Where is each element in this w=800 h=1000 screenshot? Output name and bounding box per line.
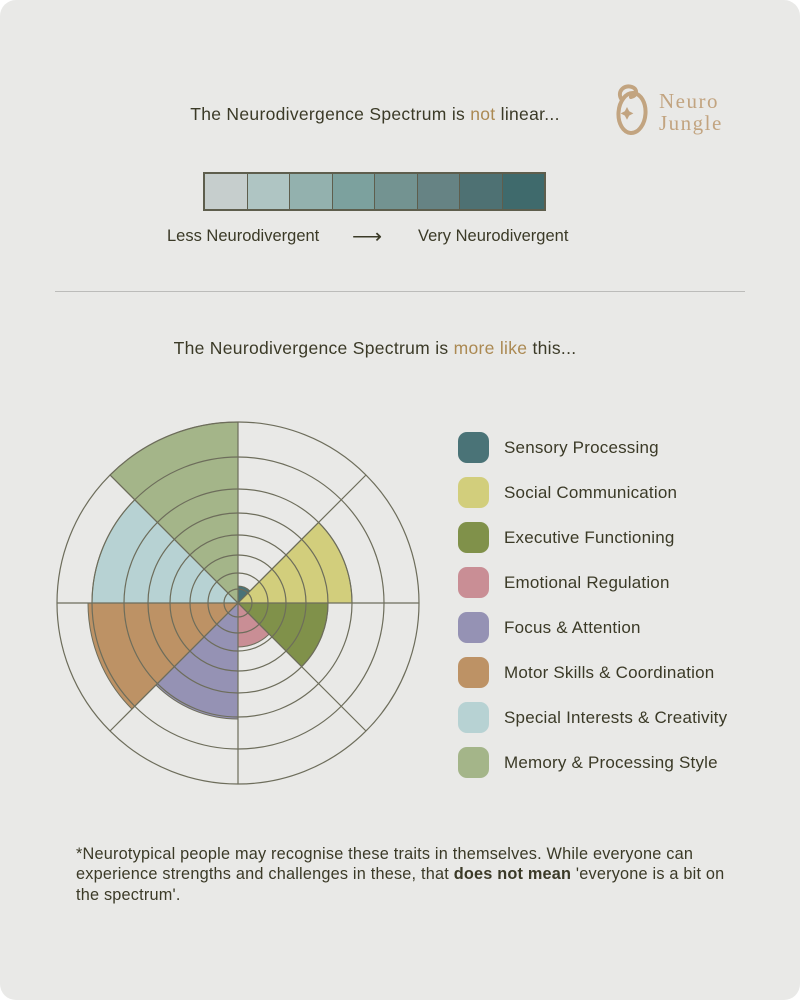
section2-title-suffix: this... [527, 338, 577, 358]
less-neurodivergent-label: Less Neurodivergent [167, 227, 320, 245]
right-arrow-icon: ⟶ [352, 225, 383, 248]
legend-label: Special Interests & Creativity [504, 707, 728, 727]
legend-swatch [458, 612, 489, 643]
spectrum-segment-8 [502, 173, 546, 210]
spectrum-segment-6 [417, 173, 461, 210]
title-suffix: linear... [495, 104, 560, 124]
legend-swatch [458, 522, 489, 553]
brand-logo [610, 82, 770, 142]
legend-label: Focus & Attention [504, 617, 641, 637]
spectrum-segment-2 [247, 173, 291, 210]
legend-item [458, 612, 778, 643]
legend-item [458, 567, 778, 598]
section2-title-prefix: The Neurodivergence Spectrum is [173, 338, 454, 358]
section2-title-accent: more like [453, 338, 528, 358]
legend-item [458, 702, 778, 733]
chart-legend [458, 432, 778, 792]
polar-area-chart [40, 405, 436, 801]
footnote-after: 'everyone is a bit on the spectrum'. [76, 865, 725, 904]
footnote-text [76, 844, 732, 905]
spectrum-segment-7 [459, 173, 503, 210]
legend-label: Motor Skills & Coordination [504, 662, 715, 682]
legend-swatch [458, 432, 489, 463]
legend-swatch [458, 657, 489, 688]
legend-label: Emotional Regulation [504, 572, 670, 592]
spectrum-scale-labels [0, 227, 750, 251]
legend-label: Memory & Processing Style [504, 752, 718, 772]
footnote-before: *Neurotypical people may recognise these traits in themselves. While everyone can experience strengths and challenges in these, that [76, 845, 694, 884]
legend-swatch [458, 477, 489, 508]
legend-swatch [458, 702, 489, 733]
spectrum-segment-4 [332, 173, 376, 210]
legend-item [458, 432, 778, 463]
very-neurodivergent-label: Very Neurodivergent [418, 227, 569, 245]
legend-item [458, 522, 778, 553]
title-prefix: The Neurodivergence Spectrum is [190, 104, 471, 124]
legend-label: Sensory Processing [504, 437, 659, 457]
spectrum-segment-1 [204, 173, 248, 210]
legend-label: Executive Functioning [504, 527, 675, 547]
legend-item [458, 747, 778, 778]
legend-label: Social Communication [504, 482, 678, 502]
title-accent: not [470, 104, 496, 124]
footnote-bold: does not mean [453, 865, 572, 884]
polar-chart-svg [40, 405, 436, 801]
spectrum-segment-3 [289, 173, 333, 210]
brand-name [659, 90, 723, 134]
legend-swatch [458, 567, 489, 598]
brand-name-line1: Neuro [659, 89, 719, 113]
chart-wedge-social-communication [238, 522, 352, 603]
legend-item [458, 477, 778, 508]
leaf-monogram-icon [610, 82, 652, 143]
linear-spectrum-bar [203, 172, 546, 211]
section2-title [0, 338, 750, 359]
section-divider [55, 291, 745, 292]
legend-swatch [458, 747, 489, 778]
spectrum-segment-5 [374, 173, 418, 210]
legend-item [458, 657, 778, 688]
brand-name-line2: Jungle [659, 111, 723, 135]
